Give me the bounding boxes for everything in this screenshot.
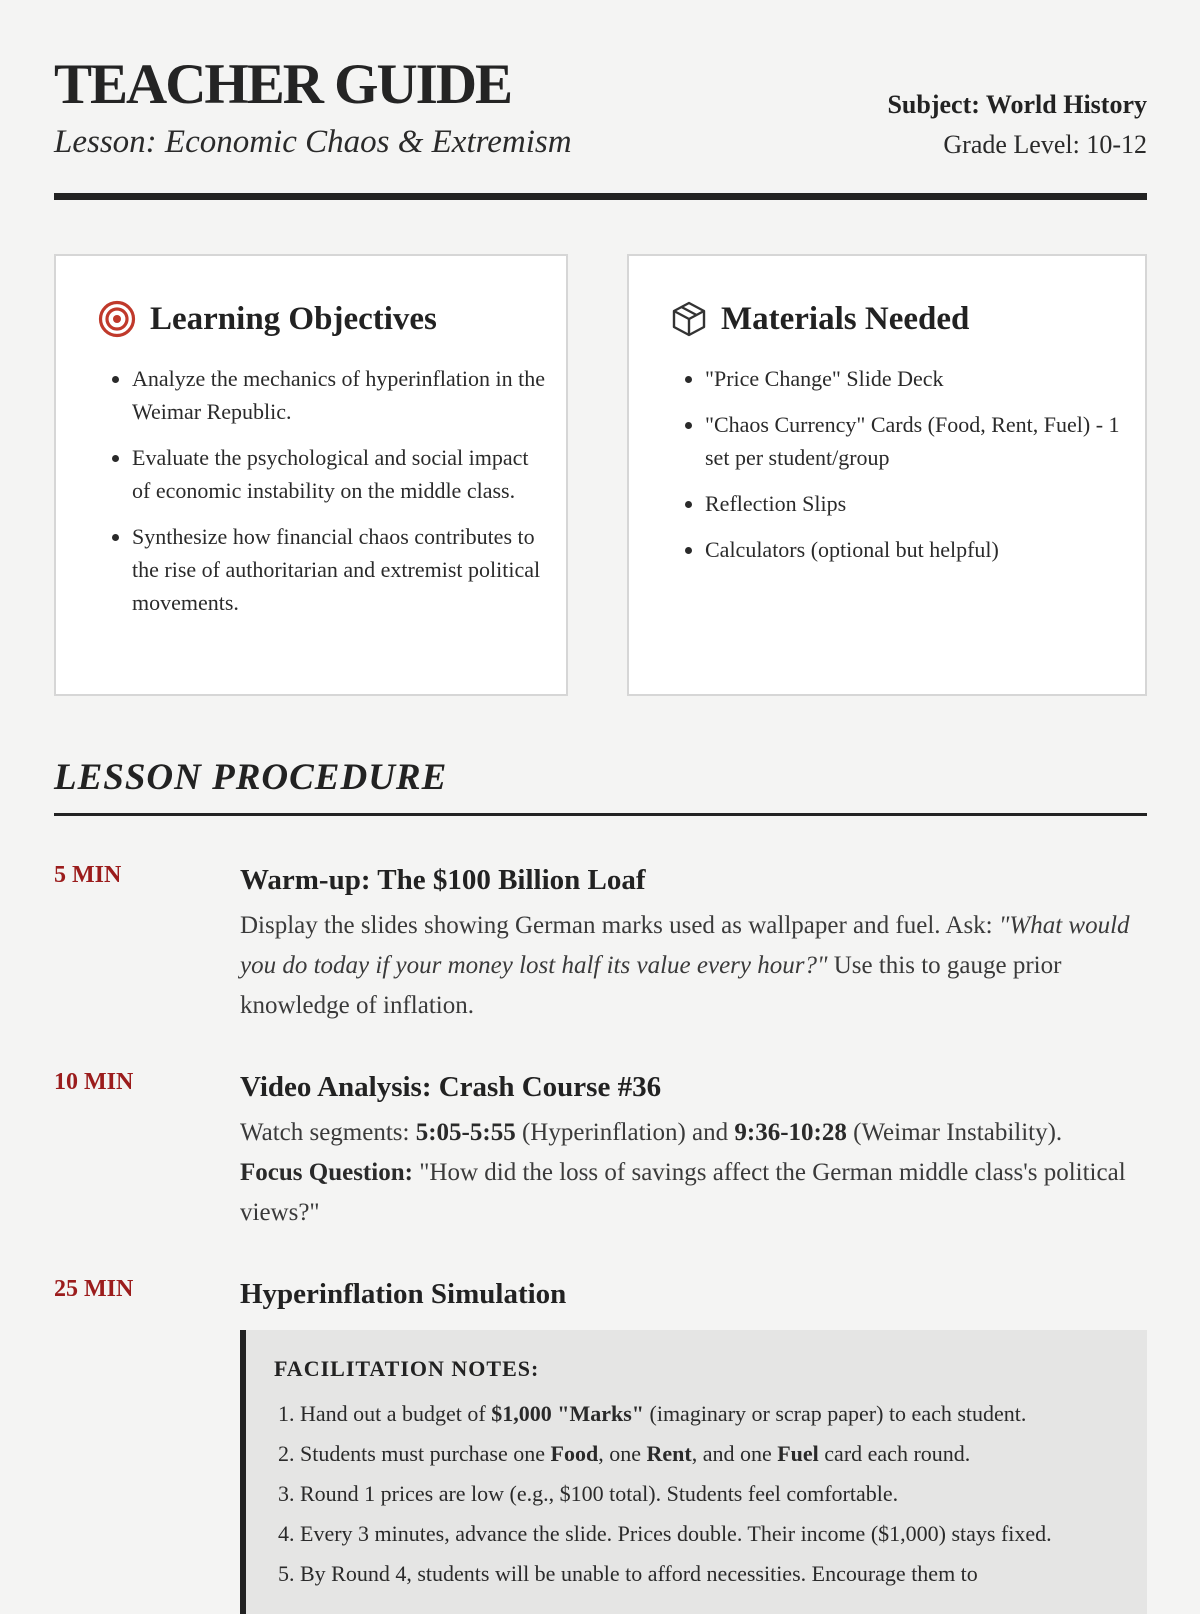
- note-item: 4. Every 3 minutes, advance the slide. Prices double. Their income ($1,000) stays fixed.: [300, 1514, 1117, 1554]
- step-description: [240, 1113, 1147, 1233]
- header: [54, 0, 1147, 200]
- focus-question-label: Focus Question:: [240, 1159, 413, 1186]
- focus-question-text: "How did the loss of savings affect the German middle class's political views?": [240, 1159, 1126, 1226]
- note-text: (imaginary or scrap paper) to each student.: [644, 1401, 1027, 1426]
- watch-label: Watch segments:: [240, 1119, 416, 1146]
- objective-item: • Analyze the mechanics of hyperinflation in the Weimar Republic.: [132, 362, 552, 428]
- facilitation-notes: [240, 1330, 1147, 1614]
- segment-timestamp: 5:05-5:55: [415, 1119, 516, 1146]
- box-icon: [671, 300, 707, 338]
- procedure-divider: [54, 813, 1147, 816]
- step-quote: "What would you do today if your money lost half its value every hour?": [240, 912, 1130, 979]
- procedure-title: LESSON PROCEDURE: [54, 757, 448, 798]
- objectives-list: [106, 362, 552, 632]
- grade-level-label: Grade Level: 10-12: [943, 130, 1147, 159]
- note-text: Hand out a budget of: [300, 1401, 492, 1426]
- header-divider: [54, 193, 1147, 200]
- material-item: • Reflection Slips: [705, 487, 1125, 520]
- step-description: [240, 906, 1147, 1026]
- teacher-guide-page: [54, 0, 1147, 1586]
- note-text: Students must purchase one: [300, 1441, 551, 1466]
- materials-card: [627, 254, 1147, 696]
- doc-title: TEACHER GUIDE: [54, 53, 511, 116]
- materials-card-header: [671, 300, 969, 338]
- materials-list: [679, 362, 1125, 579]
- facilitation-notes-list: [274, 1394, 1117, 1594]
- step-title: Hyperinflation Simulation: [240, 1278, 567, 1310]
- step-time: 10 MIN: [54, 1069, 134, 1095]
- objectives-title: Learning Objectives: [150, 300, 437, 337]
- note-emphasis: Food: [550, 1441, 599, 1466]
- objective-item: • Synthesize how financial chaos contributes to the rise of authoritarian and extremist political movements.: [132, 520, 552, 619]
- objective-item: • Evaluate the psychological and social impact of economic instability on the middle class.: [132, 441, 552, 507]
- note-emphasis: Rent: [646, 1441, 692, 1466]
- step-body: [240, 862, 1147, 1026]
- step-title: Video Analysis: Crash Course #36: [240, 1071, 662, 1103]
- segment-description: (Hyperinflation) and: [515, 1119, 735, 1146]
- material-item: • "Chaos Currency" Cards (Food, Rent, Fuel) - 1 set per student/group: [705, 408, 1125, 474]
- note-emphasis: Fuel: [777, 1441, 819, 1466]
- note-emphasis: $1,000 "Marks": [491, 1401, 644, 1426]
- step-text-part: Use this to gauge prior knowledge of inflation.: [240, 952, 1062, 1019]
- lesson-title: Lesson: Economic Chaos & Extremism: [54, 124, 572, 160]
- step-title: Warm-up: The $100 Billion Loaf: [240, 864, 646, 896]
- objectives-card-header: [98, 300, 437, 338]
- note-item: 3. Round 1 prices are low (e.g., $100 total). Students feel comfortable.: [300, 1474, 1117, 1514]
- step-time: 25 MIN: [54, 1276, 134, 1302]
- step-body: [240, 1276, 1147, 1614]
- note-item: [300, 1394, 1117, 1434]
- step-body: [240, 1069, 1147, 1233]
- segment-description: (Weimar Instability).: [846, 1119, 1063, 1146]
- note-item: 5. By Round 4, students will be unable to afford necessities. Encourage them to: [300, 1554, 1117, 1594]
- subject-label: Subject: World History: [887, 90, 1147, 119]
- materials-title: Materials Needed: [721, 300, 970, 337]
- note-text: , one: [598, 1441, 647, 1466]
- step-text-part: Display the slides showing German marks used as wallpaper and fuel. Ask:: [240, 912, 999, 939]
- note-text: , and one: [691, 1441, 778, 1466]
- material-item: • Calculators (optional but helpful): [705, 533, 1125, 566]
- objectives-card: [54, 254, 568, 696]
- target-icon: [98, 300, 136, 338]
- facilitation-notes-title: FACILITATION NOTES:: [274, 1356, 540, 1381]
- note-item: [300, 1434, 1117, 1474]
- note-text: card each round.: [818, 1441, 971, 1466]
- material-item: • "Price Change" Slide Deck: [705, 362, 1125, 395]
- info-cards: [54, 254, 1147, 700]
- segment-timestamp: 9:36-10:28: [734, 1119, 847, 1146]
- step-time: 5 MIN: [54, 862, 122, 888]
